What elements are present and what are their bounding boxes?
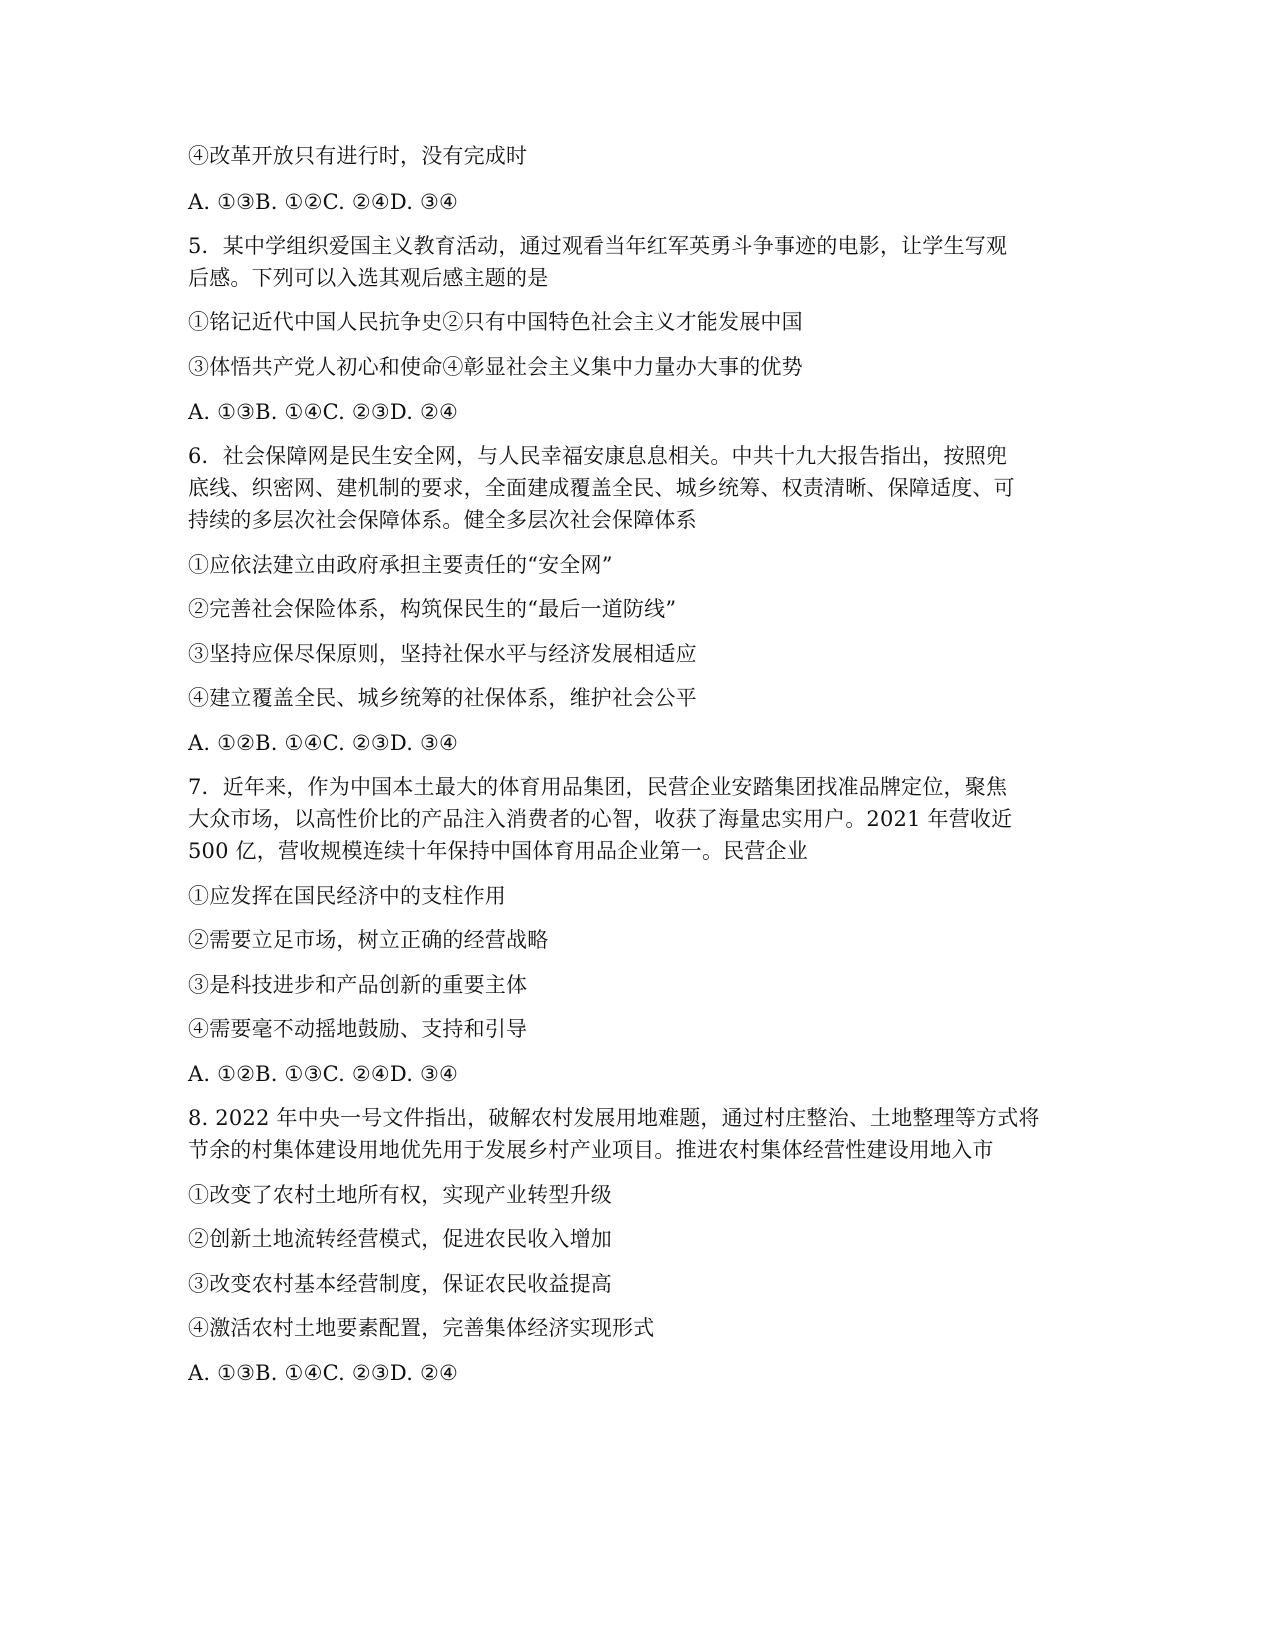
option-line: ①应依法建立由政府承担主要责任的“安全网” <box>188 553 613 577</box>
option-line: ②需要立足市场，树立正确的经营战略 <box>188 928 549 952</box>
question-7-stem: 7．近年来，作为中国本土最大的体育用品集团，民营企业安踏集团找准品牌定位，聚焦 <box>188 775 1008 799</box>
question-8-stem: 8. 2022 年中央一号文件指出，破解农村发展用地难题，通过村庄整治、土地整理等方式将 <box>188 1106 1040 1130</box>
answer-choices: A. ①②B. ①④C. ②③D. ③④ <box>188 731 459 755</box>
option-line: ④改革开放只有进行时，没有完成时 <box>188 144 528 168</box>
question-6-stem: 底线、织密网、建机制的要求，全面建成覆盖全民、城乡统筹、权责清晰、保障适度、可 <box>188 476 1015 500</box>
question-6-stem: 6．社会保障网是民生安全网，与人民幸福安康息息相关。中共十九大报告指出，按照兜 <box>188 444 1008 468</box>
option-line: ②完善社会保险体系，构筑保民生的“最后一道防线” <box>188 597 677 621</box>
option-line: ①铭记近代中国人民抗争史②只有中国特色社会主义才能发展中国 <box>188 310 803 334</box>
answer-choices: A. ①③B. ①④C. ②③D. ②④ <box>188 400 459 424</box>
question-7-stem: 大众市场，以高性价比的产品注入消费者的心智，收获了海量忠实用户。2021 年营收近 <box>188 807 1013 831</box>
option-line: ③是科技进步和产品创新的重要主体 <box>188 973 528 997</box>
option-line: ④激活农村土地要素配置，完善集体经济实现形式 <box>188 1316 655 1340</box>
question-8-stem: 节余的村集体建设用地优先用于发展乡村产业项目。推进农村集体经营性建设用地入市 <box>188 1138 994 1162</box>
option-line: ④建立覆盖全民、城乡统筹的社保体系，维护社会公平 <box>188 686 697 710</box>
question-7-stem: 500 亿，营收规模连续十年保持中国体育用品企业第一。民营企业 <box>188 839 808 863</box>
answer-choices: A. ①②B. ①③C. ②④D. ③④ <box>188 1062 459 1086</box>
question-6-stem: 持续的多层次社会保障体系。健全多层次社会保障体系 <box>188 508 697 532</box>
answer-choices: A. ①③B. ①②C. ②④D. ③④ <box>188 190 459 214</box>
option-line: ②创新土地流转经营模式，促进农民收入增加 <box>188 1227 612 1251</box>
answer-choices: A. ①③B. ①④C. ②③D. ②④ <box>188 1361 459 1385</box>
option-line: ③改变农村基本经营制度，保证农民收益提高 <box>188 1272 612 1296</box>
option-line: ①应发挥在国民经济中的支柱作用 <box>188 884 506 908</box>
question-5-stem: 5．某中学组织爱国主义教育活动，通过观看当年红军英勇斗争事迹的电影，让学生写观 <box>188 234 1008 258</box>
option-line: ③体悟共产党人初心和使命④彰显社会主义集中力量办大事的优势 <box>188 355 803 379</box>
option-line: ③坚持应保尽保原则，坚持社保水平与经济发展相适应 <box>188 642 697 666</box>
option-line: ①改变了农村土地所有权，实现产业转型升级 <box>188 1183 612 1207</box>
option-line: ④需要毫不动摇地鼓励、支持和引导 <box>188 1017 528 1041</box>
question-5-stem: 后感。下列可以入选其观后感主题的是 <box>188 266 549 290</box>
